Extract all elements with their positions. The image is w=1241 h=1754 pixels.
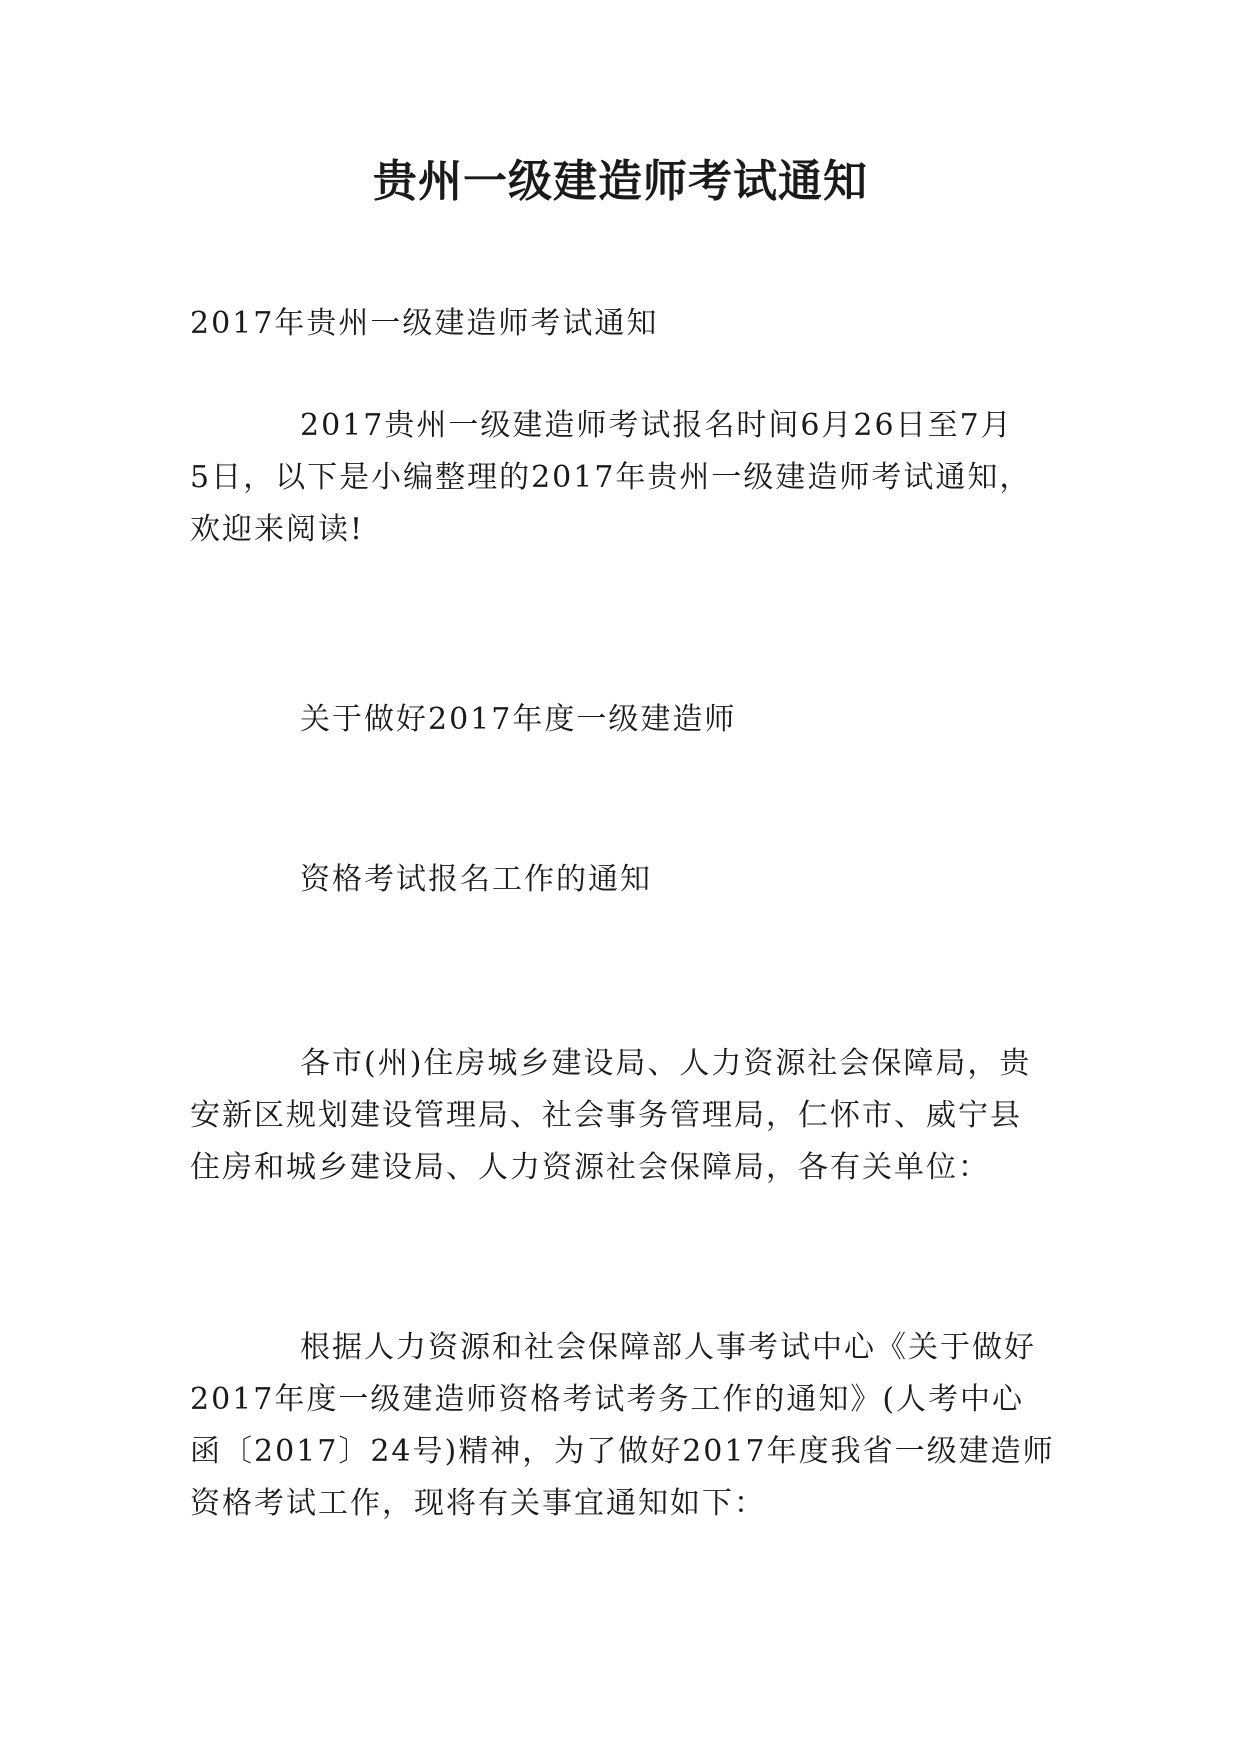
document-subtitle: 2017年贵州一级建造师考试通知	[190, 306, 659, 341]
basis-line-4: 资格考试工作，现将有关事宜通知如下：	[190, 1486, 766, 1521]
recipients-line-2: 安新区规划建设管理局、社会事务管理局，仁怀市、威宁县	[190, 1098, 1022, 1133]
heading-line-1: 关于做好2017年度一级建造师	[300, 702, 737, 737]
intro-line-3: 欢迎来阅读!	[190, 512, 365, 547]
recipients-paragraph	[190, 1038, 1060, 1194]
heading-line-2: 资格考试报名工作的通知	[300, 862, 652, 897]
intro-paragraph	[190, 400, 1060, 556]
basis-line-2: 2017年度一级建造师资格考试考务工作的通知》(人考中心	[190, 1382, 1025, 1417]
recipients-line-1: 各市(州)住房城乡建设局、人力资源社会保障局，贵	[300, 1046, 1032, 1081]
basis-line-3: 函〔2017〕24号)精神，为了做好2017年度我省一级建造师	[190, 1434, 1055, 1469]
basis-paragraph	[190, 1322, 1060, 1530]
recipients-line-3: 住房和城乡建设局、人力资源社会保障局，各有关单位：	[190, 1150, 990, 1185]
intro-line-2: 5日，以下是小编整理的2017年贵州一级建造师考试通知，	[190, 460, 1032, 495]
document-title: 贵州一级建造师考试通知	[373, 156, 868, 207]
basis-line-1: 根据人力资源和社会保障部人事考试中心《关于做好	[300, 1330, 1036, 1365]
intro-line-1: 2017贵州一级建造师考试报名时间6月26日至7月	[300, 408, 1013, 443]
